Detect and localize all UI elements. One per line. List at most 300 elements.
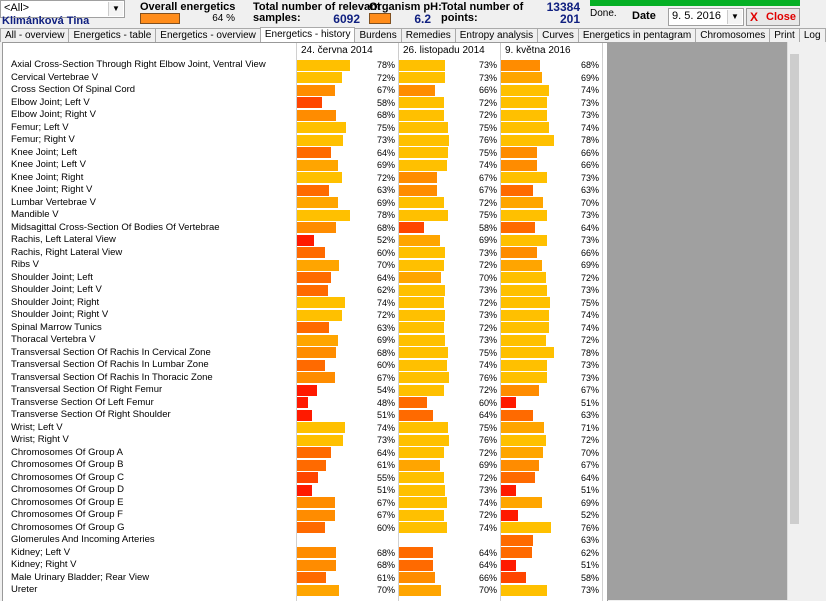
energy-bar	[297, 347, 336, 358]
energy-percent: 72%	[580, 272, 599, 283]
value-cell	[399, 434, 499, 447]
energy-bar	[501, 122, 549, 133]
value-cell	[501, 197, 601, 210]
value-cell	[297, 534, 397, 547]
table-row[interactable]	[3, 84, 607, 97]
close-button[interactable]	[746, 8, 800, 26]
value-cell	[501, 72, 601, 85]
tab-chromosomes[interactable]: Chromosomes	[695, 28, 770, 42]
table-row[interactable]	[3, 397, 607, 410]
tab-curves[interactable]: Curves	[537, 28, 579, 42]
energy-percent: 64%	[580, 472, 599, 483]
energy-bar	[399, 135, 449, 146]
total-samples-value: 6092	[333, 12, 360, 26]
energy-percent: 73%	[478, 485, 497, 495]
row-label: Chromosomes Of Group B	[11, 459, 124, 470]
energy-bar	[399, 297, 444, 308]
energy-bar	[501, 585, 547, 596]
tab-print[interactable]: Print	[769, 28, 800, 42]
energy-bar	[297, 185, 329, 196]
table-row[interactable]	[3, 497, 607, 510]
value-cell	[501, 272, 601, 285]
value-cell	[501, 122, 601, 135]
table-row[interactable]	[3, 359, 607, 372]
table-row[interactable]	[3, 484, 607, 497]
energy-bar	[501, 485, 516, 496]
energy-bar	[297, 472, 318, 483]
value-cell	[501, 147, 601, 160]
value-cell	[297, 572, 397, 585]
value-cell	[501, 372, 601, 385]
table-row[interactable]	[3, 372, 607, 385]
energy-bar	[399, 335, 445, 346]
energy-bar	[297, 447, 331, 458]
table-row[interactable]	[3, 172, 607, 185]
energy-percent: 58%	[478, 222, 497, 233]
value-cell	[297, 384, 397, 397]
row-label: Knee Joint; Right V	[11, 184, 93, 195]
table-row[interactable]	[3, 222, 607, 235]
energy-percent: 72%	[478, 297, 497, 308]
energy-bar	[399, 522, 447, 533]
energy-percent: 76%	[478, 435, 497, 445]
table-row[interactable]	[3, 197, 607, 210]
value-cell	[399, 84, 499, 97]
energy-bar	[501, 97, 547, 108]
tab-energetics-table[interactable]: Energetics - table	[68, 28, 156, 42]
energy-bar	[297, 222, 336, 233]
energy-percent: 64%	[580, 222, 599, 233]
table-row[interactable]	[3, 347, 607, 360]
energy-percent: 68%	[376, 347, 395, 358]
energy-bar	[399, 72, 445, 83]
energy-percent: 68%	[376, 547, 395, 558]
energy-bar	[399, 247, 445, 258]
tab-burdens[interactable]: Burdens	[354, 28, 401, 42]
tab-energetics-history[interactable]: Energetics - history	[260, 27, 356, 42]
row-label: Elbow Joint; Right V	[11, 109, 97, 120]
energy-bar	[297, 72, 342, 83]
table-row[interactable]	[3, 134, 607, 147]
energy-percent: 74%	[580, 85, 599, 95]
energy-bar	[297, 485, 312, 496]
row-label: Femur; Left V	[11, 121, 69, 133]
tab-remedies[interactable]: Remedies	[401, 28, 456, 42]
energy-bar	[297, 210, 350, 221]
energy-percent: 73%	[580, 235, 599, 245]
value-cell	[501, 97, 601, 110]
table-row[interactable]	[3, 297, 607, 310]
energy-percent: 72%	[376, 172, 395, 183]
row-label: Kidney; Left V	[11, 546, 71, 558]
energy-percent: 72%	[580, 335, 599, 345]
energy-bar	[399, 197, 444, 208]
table-row[interactable]	[3, 159, 607, 172]
energy-percent: 69%	[376, 335, 395, 345]
row-label: Shoulder Joint; Left V	[11, 284, 102, 295]
energy-percent: 76%	[478, 135, 497, 145]
value-cell	[501, 422, 601, 435]
table-row[interactable]	[3, 409, 607, 422]
energy-bar	[501, 247, 537, 258]
table-row[interactable]	[3, 322, 607, 335]
chevron-down-icon: ▼	[727, 10, 742, 24]
value-cell	[399, 559, 499, 572]
table-row[interactable]	[3, 247, 607, 260]
energy-percent: 74%	[376, 297, 395, 308]
value-cell	[501, 59, 601, 72]
energy-bar	[501, 60, 540, 71]
energy-bar	[501, 235, 547, 246]
vertical-scrollbar[interactable]	[787, 42, 801, 600]
value-cell	[399, 584, 499, 597]
energy-bar	[297, 385, 317, 396]
energy-percent: 73%	[580, 110, 599, 120]
energy-percent: 69%	[580, 497, 599, 508]
tab-log[interactable]: Log	[799, 28, 826, 42]
table-row[interactable]	[3, 459, 607, 472]
row-label: Rachis, Left Lateral View	[11, 234, 116, 245]
overall-energetics-indicator	[140, 13, 180, 24]
energy-bar	[399, 385, 444, 396]
energy-bar	[501, 172, 547, 183]
value-cell	[399, 272, 499, 285]
energy-bar	[399, 322, 444, 333]
date-select-value: 9. 5. 2016	[672, 10, 721, 22]
tab-all-overview[interactable]: All - overview	[0, 28, 69, 42]
energy-bar	[399, 472, 444, 483]
energy-percent: 63%	[376, 322, 395, 333]
energy-percent: 74%	[376, 422, 395, 433]
energy-bar	[399, 397, 427, 408]
energy-percent: 73%	[376, 435, 395, 445]
energy-percent: 75%	[580, 297, 599, 308]
table-row[interactable]	[3, 384, 607, 397]
value-cell	[399, 322, 499, 335]
value-cell	[297, 134, 397, 147]
table-row[interactable]	[3, 334, 607, 347]
row-label: Cervical Vertebrae V	[11, 71, 99, 83]
energy-percent: 75%	[478, 347, 497, 358]
row-label: Wrist; Left V	[11, 421, 63, 433]
energy-percent: 73%	[478, 285, 497, 295]
energy-percent: 70%	[478, 585, 497, 595]
patient-name: Klimánková Tina	[2, 15, 90, 27]
value-cell	[399, 359, 499, 372]
row-label: Knee Joint; Left V	[11, 159, 86, 170]
energy-bar	[501, 410, 533, 421]
value-cell	[399, 209, 499, 222]
row-label: Chromosomes Of Group F	[11, 509, 123, 520]
table-row[interactable]	[3, 72, 607, 85]
value-cell	[399, 197, 499, 210]
energy-bar	[399, 210, 448, 221]
energy-percent: 75%	[478, 210, 497, 220]
value-cell	[297, 272, 397, 285]
value-cell	[501, 134, 601, 147]
energy-percent: 71%	[580, 422, 599, 433]
value-cell	[297, 234, 397, 247]
energy-bar	[399, 310, 445, 321]
scrollbar-thumb[interactable]	[790, 54, 799, 524]
energy-bar	[297, 110, 336, 121]
energy-percent: 70%	[580, 197, 599, 208]
tab-energetics-overview[interactable]: Energetics - overview	[155, 28, 261, 42]
value-cell	[297, 509, 397, 522]
energy-bar	[501, 372, 547, 383]
value-cell	[297, 547, 397, 560]
table-row[interactable]	[3, 184, 607, 197]
energy-percent: 74%	[478, 497, 497, 508]
table-row[interactable]	[3, 209, 607, 222]
energy-percent: 78%	[580, 347, 599, 358]
energy-percent: 67%	[478, 185, 497, 195]
table-row[interactable]	[3, 472, 607, 485]
table-row[interactable]	[3, 272, 607, 285]
energy-bar	[501, 335, 546, 346]
energy-percent: 72%	[478, 510, 497, 520]
energy-percent: 64%	[478, 560, 497, 570]
table-row[interactable]	[3, 434, 607, 447]
row-label: Elbow Joint; Left V	[11, 96, 90, 108]
value-cell	[399, 222, 499, 235]
row-label: Chromosomes Of Group A	[11, 446, 123, 458]
value-cell	[297, 109, 397, 122]
energy-percent: 58%	[376, 97, 395, 108]
total-points-value-2: 201	[559, 12, 580, 26]
energy-bar	[297, 235, 314, 246]
energy-bar	[501, 72, 542, 83]
energy-bar	[399, 185, 437, 196]
value-cell	[297, 309, 397, 322]
energy-percent: 68%	[376, 110, 395, 120]
table-row[interactable]	[3, 109, 607, 122]
energy-bar	[501, 222, 535, 233]
energy-bar	[297, 285, 328, 296]
row-label: Rachis, Right Lateral View	[11, 246, 123, 258]
close-label: Close	[766, 11, 796, 23]
value-cell	[501, 172, 601, 185]
row-label: Femur; Right V	[11, 134, 75, 145]
value-cell	[297, 409, 397, 422]
energy-bar	[297, 85, 335, 96]
energy-bar	[501, 310, 549, 321]
energy-percent: 74%	[478, 160, 497, 170]
energy-bar	[399, 122, 448, 133]
row-label: Wrist; Right V	[11, 434, 69, 445]
value-cell	[501, 184, 601, 197]
energy-percent: 73%	[580, 172, 599, 183]
energy-bar	[297, 272, 331, 283]
energy-percent: 72%	[376, 72, 395, 83]
energy-bar	[297, 560, 336, 571]
value-cell	[399, 259, 499, 272]
energy-percent: 67%	[478, 172, 497, 183]
value-cell	[501, 584, 601, 597]
energy-bar	[501, 385, 539, 396]
energy-percent: 67%	[376, 497, 395, 508]
energy-percent: 76%	[478, 372, 497, 383]
total-samples-label-2: samples:	[253, 12, 301, 24]
energy-percent: 62%	[580, 547, 599, 558]
row-label: Transversal Section Of Right Femur	[11, 384, 163, 395]
row-label: Transversal Section Of Rachis In Thoracic Zone	[11, 371, 213, 383]
energy-bar	[399, 97, 444, 108]
table-row[interactable]	[3, 534, 607, 547]
table-row[interactable]	[3, 309, 607, 322]
energy-bar	[399, 235, 440, 246]
row-label: Lumbar Vertebrae V	[11, 196, 97, 208]
energy-bar	[399, 585, 441, 596]
table-row[interactable]	[3, 234, 607, 247]
row-label: Chromosomes Of Group G	[11, 521, 125, 533]
row-label: Ureter	[11, 584, 38, 595]
table-row[interactable]	[3, 522, 607, 535]
energy-bar	[297, 260, 339, 271]
energy-bar	[297, 497, 335, 508]
value-cell	[399, 159, 499, 172]
row-label: Chromosomes Of Group C	[11, 471, 124, 483]
value-cell	[501, 397, 601, 410]
table-row[interactable]	[3, 547, 607, 560]
energy-percent: 72%	[478, 260, 497, 270]
energy-percent: 69%	[478, 235, 497, 245]
energy-percent: 73%	[478, 247, 497, 258]
energy-percent: 78%	[376, 60, 395, 70]
table-row[interactable]	[3, 509, 607, 522]
value-cell	[399, 472, 499, 485]
table-row[interactable]	[3, 447, 607, 460]
energy-percent: 66%	[580, 160, 599, 170]
table-row[interactable]	[3, 284, 607, 297]
value-cell	[297, 434, 397, 447]
value-cell	[297, 347, 397, 360]
energy-bar	[399, 272, 441, 283]
row-label: Glomerules And Incoming Arteries	[11, 534, 155, 545]
energy-percent: 72%	[376, 310, 395, 320]
value-cell	[501, 434, 601, 447]
energy-percent: 72%	[478, 110, 497, 120]
row-label: Thoracal Vertebra V	[11, 334, 96, 345]
energy-percent: 60%	[376, 247, 395, 258]
energy-bar	[399, 147, 448, 158]
energy-bar	[501, 272, 546, 283]
energy-bar	[501, 497, 542, 508]
energy-bar	[501, 547, 532, 558]
energy-percent: 58%	[580, 572, 599, 583]
energy-percent: 68%	[580, 60, 599, 70]
value-cell	[297, 372, 397, 385]
table-row[interactable]	[3, 584, 607, 597]
energy-percent: 67%	[376, 510, 395, 520]
table-row[interactable]	[3, 122, 607, 135]
value-cell	[501, 572, 601, 585]
energy-bar	[399, 572, 435, 583]
energy-percent: 69%	[376, 160, 395, 170]
column-header[interactable]: 9. května 2016	[501, 43, 603, 58]
table-row[interactable]	[3, 572, 607, 585]
energy-percent: 73%	[478, 310, 497, 320]
value-cell	[297, 159, 397, 172]
value-cell	[297, 284, 397, 297]
energy-bar	[297, 60, 350, 71]
value-cell	[399, 134, 499, 147]
date-select[interactable]	[668, 8, 744, 26]
energy-percent: 73%	[580, 585, 599, 595]
energy-percent: 67%	[580, 385, 599, 395]
table-row[interactable]	[3, 59, 607, 72]
energy-percent: 62%	[376, 285, 395, 295]
energy-bar	[399, 260, 444, 271]
value-cell	[297, 209, 397, 222]
energy-bar	[297, 572, 326, 583]
energy-percent: 72%	[478, 322, 497, 333]
energy-bar	[501, 560, 516, 571]
table-row[interactable]	[3, 147, 607, 160]
energy-bar	[297, 585, 339, 596]
energy-bar	[297, 435, 343, 446]
value-cell	[399, 384, 499, 397]
energy-percent: 78%	[580, 135, 599, 145]
value-cell	[501, 359, 601, 372]
energy-bar	[399, 285, 445, 296]
row-label: Cross Section Of Spinal Cord	[11, 84, 136, 95]
energy-percent: 75%	[478, 147, 497, 158]
tab-entropy-analysis[interactable]: Entropy analysis	[455, 28, 538, 42]
row-label: Transversal Section Of Rachis In Cervical Zone	[11, 346, 211, 358]
table-row[interactable]	[3, 559, 607, 572]
overall-energetics-value: 64 %	[212, 13, 235, 24]
value-cell	[297, 397, 397, 410]
row-label: Transverse Section Of Left Femur	[11, 396, 154, 408]
energy-bar	[399, 60, 445, 71]
value-cell	[297, 122, 397, 135]
value-cell	[297, 222, 397, 235]
energy-bar	[297, 310, 342, 321]
table-row[interactable]	[3, 422, 607, 435]
value-cell	[399, 97, 499, 110]
energy-bar	[297, 197, 338, 208]
energy-bar	[399, 460, 440, 471]
energy-bar	[501, 135, 554, 146]
table-row[interactable]	[3, 259, 607, 272]
value-cell	[297, 422, 397, 435]
column-header[interactable]: 26. listopadu 2014	[399, 43, 501, 58]
table-row[interactable]	[3, 97, 607, 110]
energy-bar	[501, 322, 549, 333]
value-cell	[399, 109, 499, 122]
energy-percent: 51%	[580, 485, 599, 495]
energetics-history-table	[2, 42, 608, 601]
value-cell	[501, 459, 601, 472]
energy-bar	[399, 560, 433, 571]
value-cell	[297, 334, 397, 347]
energy-percent: 51%	[376, 485, 395, 495]
value-cell	[501, 322, 601, 335]
value-cell	[297, 322, 397, 335]
total-points-value-1: 13384	[546, 0, 580, 14]
value-cell	[297, 84, 397, 97]
tab-energetics-in-pentagram[interactable]: Energetics in pentagram	[578, 28, 696, 42]
row-label: Male Urinary Bladder; Rear View	[11, 571, 150, 583]
energy-bar	[399, 172, 437, 183]
organism-ph-label: Organism pH:	[369, 1, 442, 13]
column-header[interactable]: 24. června 2014	[297, 43, 399, 58]
value-cell	[399, 247, 499, 260]
energy-percent: 72%	[478, 472, 497, 483]
energy-percent: 51%	[580, 397, 599, 408]
energy-bar	[297, 510, 335, 521]
